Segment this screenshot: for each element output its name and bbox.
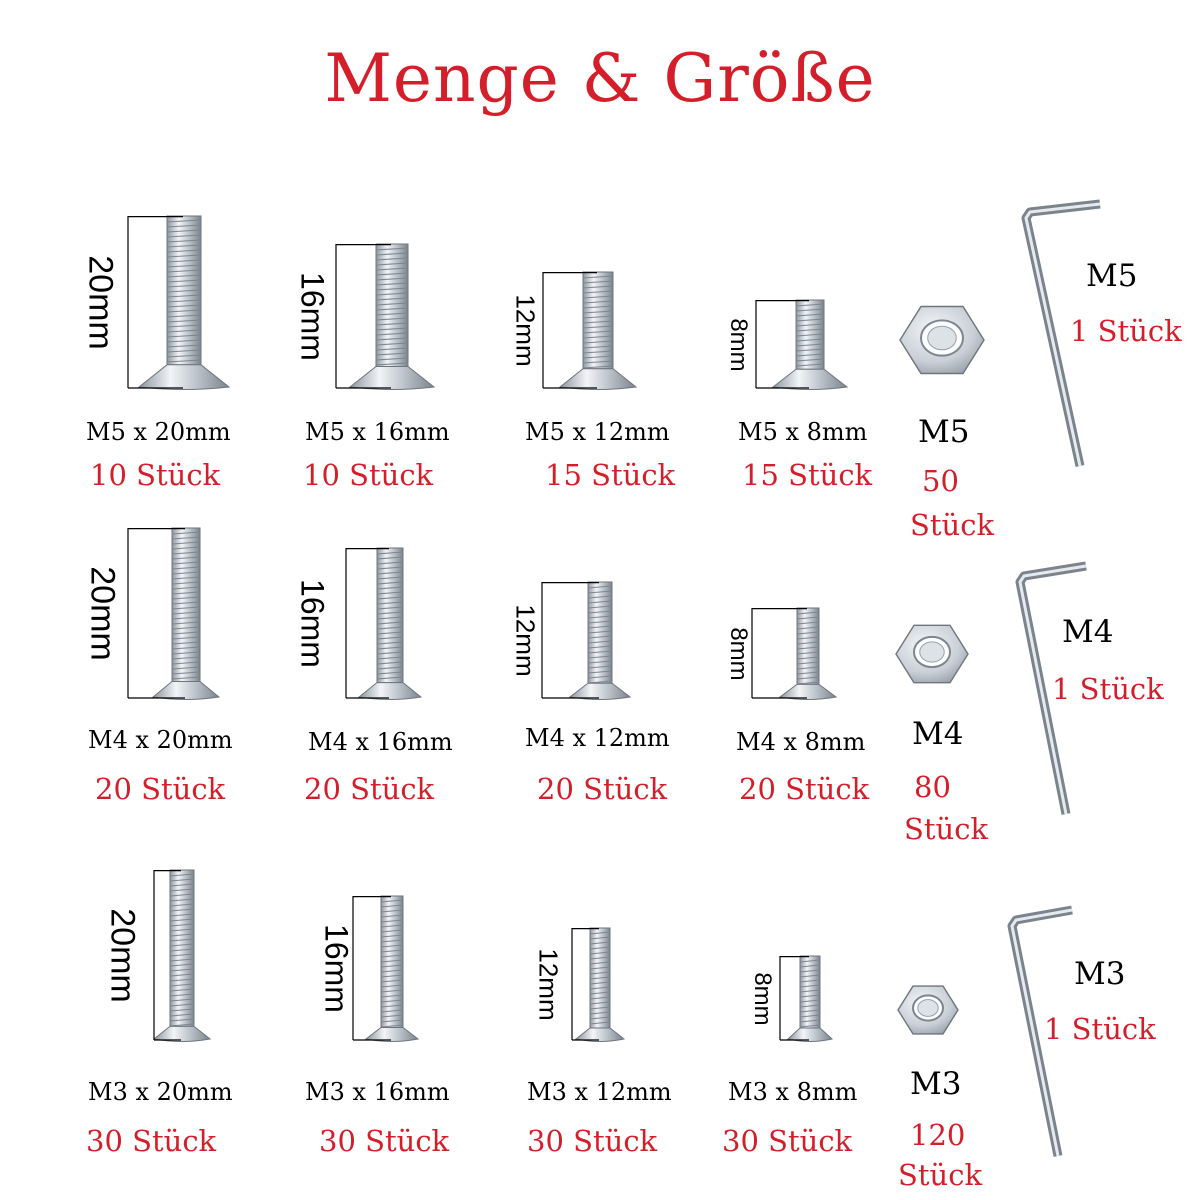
- dimension-label: 8mm: [725, 317, 752, 372]
- screw-quantity-label: 30 Stück: [86, 1124, 217, 1158]
- key-quantity-label: 1 Stück: [1052, 672, 1164, 706]
- hex-nut-icon: [894, 616, 970, 692]
- screw-size-label: M3 x 16mm: [305, 1078, 450, 1106]
- screw-size-label: M5 x 20mm: [86, 418, 231, 446]
- dimension-label: 20mm: [81, 254, 120, 350]
- screw-quantity-label: 20 Stück: [304, 772, 435, 806]
- nut-quantity-number: 80: [914, 770, 951, 804]
- key-size-label: M5: [1086, 258, 1138, 294]
- nut-quantity-unit: Stück: [904, 812, 989, 846]
- nut-size-label: M5: [918, 414, 970, 450]
- screw-size-label: M4 x 12mm: [525, 724, 670, 752]
- dimension-line: [335, 244, 395, 390]
- nut-quantity-unit: Stück: [910, 508, 995, 542]
- dimension-label: 8mm: [749, 971, 776, 1026]
- screw-size-label: M4 x 20mm: [88, 726, 233, 754]
- page-title: Menge & Größe: [324, 40, 876, 117]
- dimension-line: [127, 216, 187, 390]
- screw-size-label: M5 x 8mm: [738, 418, 868, 446]
- screw-size-label: M3 x 12mm: [527, 1078, 672, 1106]
- dimension-label: 12mm: [533, 948, 564, 1022]
- dimension-line: [127, 528, 189, 700]
- screw-size-label: M3 x 8mm: [728, 1078, 858, 1106]
- dimension-label: 8mm: [725, 626, 752, 681]
- screw-quantity-label: 20 Stück: [537, 772, 668, 806]
- hex-nut-icon: [898, 296, 986, 384]
- screw-quantity-label: 15 Stück: [545, 458, 676, 492]
- screw-quantity-label: 15 Stück: [742, 458, 873, 492]
- dimension-label: 16mm: [294, 271, 331, 361]
- nut-quantity-number: 50: [922, 464, 959, 498]
- dimension-line: [542, 272, 601, 390]
- dimension-label: 20mm: [103, 907, 142, 1003]
- dimension-line: [541, 582, 603, 700]
- screw-quantity-label: 10 Stück: [303, 458, 434, 492]
- screw-quantity-label: 20 Stück: [739, 772, 870, 806]
- screw-quantity-label: 30 Stück: [722, 1124, 853, 1158]
- dimension-line: [571, 928, 603, 1042]
- screw-size-label: M5 x 16mm: [305, 418, 450, 446]
- dimension-label: 16mm: [318, 923, 355, 1013]
- screw-size-label: M5 x 12mm: [525, 418, 670, 446]
- dimension-label: 12mm: [510, 294, 541, 368]
- dimension-line: [345, 548, 393, 700]
- key-quantity-label: 1 Stück: [1070, 314, 1182, 348]
- nut-quantity-number: 120: [910, 1118, 966, 1152]
- screw-size-label: M4 x 8mm: [736, 728, 866, 756]
- dimension-label: 16mm: [294, 578, 331, 668]
- key-size-label: M3: [1074, 956, 1126, 992]
- screw-size-label: M3 x 20mm: [88, 1078, 233, 1106]
- dimension-line: [751, 608, 811, 700]
- screw-quantity-label: 10 Stück: [90, 458, 221, 492]
- screw-size-label: M4 x 16mm: [308, 728, 453, 756]
- dimension-line: [755, 300, 813, 390]
- screw-quantity-label: 30 Stück: [527, 1124, 658, 1158]
- hex-nut-icon: [896, 978, 960, 1042]
- dimension-line: [153, 870, 185, 1042]
- screw-quantity-label: 20 Stück: [95, 772, 226, 806]
- key-quantity-label: 1 Stück: [1044, 1012, 1156, 1046]
- nut-quantity-unit: Stück: [898, 1158, 983, 1192]
- dimension-line: [779, 956, 813, 1042]
- nut-size-label: M3: [910, 1066, 962, 1102]
- screw-quantity-label: 30 Stück: [319, 1124, 450, 1158]
- nut-size-label: M4: [912, 716, 964, 752]
- dimension-label: 20mm: [83, 565, 122, 661]
- dimension-line: [352, 896, 395, 1042]
- dimension-label: 12mm: [510, 604, 541, 678]
- key-size-label: M4: [1062, 614, 1114, 650]
